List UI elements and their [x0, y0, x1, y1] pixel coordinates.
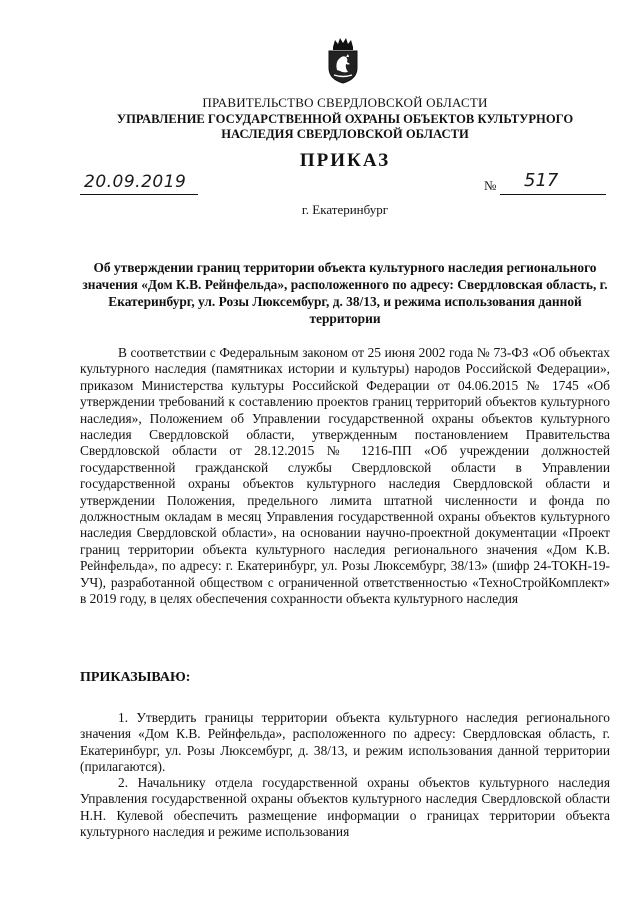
order-item: 1. Утвердить границы территории объекта культурного наследия регионального значения «Дом К.В. Рейнфельда», расположенного по адресу: Свердловская область, г. Екатеринбург, ул. Розы Люксембург, д. 38/13, и режим использования данной территории (прилагаются). — [80, 710, 610, 775]
date-field — [80, 174, 198, 195]
number-label: № — [484, 178, 497, 193]
preamble-paragraph: В соответствии с Федеральным законом от 25 июня 2002 года № 73-ФЗ «Об объектах культурного наследия (памятниках истории и культуры) народов Российской Федерации», приказом Министерства культуры Российской Федерации от 04.06.2015 № 1745 «Об утверждении требований к составлению проектов границ территорий объектов культурного наследия», Положением об Управлении государственной охраны объектов культурного наследия Свердловской области, утвержденным постановлением Правительства Свердловской области от 28.12.2015 № 1216-ПП «Об учреждении должностей государственной гражданской службы Свердловской области в Управлении государственной охраны объектов культурного наследия Свердловской области и утверждении Положения, предельного лимита штатной численности и фонда по должностным окладам в месяц Управления государственной охраны объектов культурного наследия Свердловской области», на основании научно-проектной документации «Проект границ территории объекта культурного наследия регионального значения «Дом К.В. Рейнфельда», по адресу: г. Екатеринбург, ул. Розы Люксембург, 38/13» (шифр 24-ТОКН-19-УЧ), разработанной обществом с ограниченной ответственностью «ТехноСтройКомплект» в 2019 году, в целях обеспечения сохранности объекта культурного наследия — [80, 345, 610, 607]
government-name: ПРАВИТЕЛЬСТВО СВЕРДЛОВСКОЙ ОБЛАСТИ — [202, 95, 488, 110]
city: г. Екатеринбург — [301, 202, 389, 217]
order-heading: ПРИКАЗЫВАЮ: — [80, 670, 191, 685]
handwritten-number: 517 — [524, 170, 559, 191]
sverdlovsk-coat-of-arms-icon — [326, 38, 360, 84]
document-title: Об утверждении границ территории объекта культурного наследия регионального значения «Дом К.В. Рейнфельда», расположенного по адресу: Свердловская область, г. Екатеринбург, ул. Розы Люксембург, д. 38/13, и режима использования данной территории — [82, 260, 608, 326]
order-item: 2. Начальнику отдела государственной охраны объектов культурного наследия Управления государственной охраны объектов культурного наследия Свердловской области Н.Н. Кулевой обеспечить размещение информации о границах территории объекта культурного наследия и режиме использования — [80, 775, 610, 840]
handwritten-date: 20.09.2019 — [84, 172, 187, 192]
number-field — [500, 170, 606, 195]
document-type: ПРИКАЗ — [299, 150, 391, 171]
department-name: УПРАВЛЕНИЕ ГОСУДАРСТВЕННОЙ ОХРАНЫ ОБЪЕКТОВ КУЛЬТУРНОГО НАСЛЕДИЯ СВЕРДЛОВСКОЙ ОБЛАСТИ — [116, 112, 574, 141]
